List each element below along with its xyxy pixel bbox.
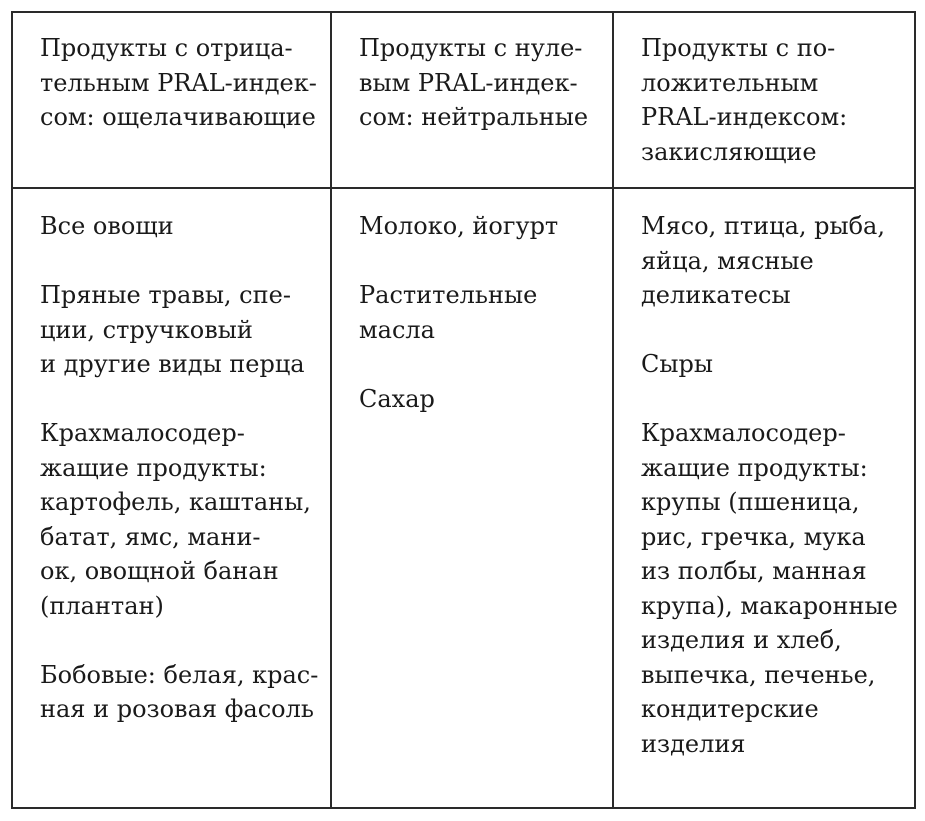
header-line: PRAL-индексом: <box>641 103 848 131</box>
food-line: и другие виды перца <box>40 350 305 378</box>
food-line: Сыры <box>641 350 713 378</box>
food-line: жащие продукты: <box>40 453 267 482</box>
header-alkalizing <box>12 12 331 188</box>
food-group <box>40 416 322 623</box>
header-line: ложительным <box>641 68 819 97</box>
food-group <box>641 209 906 313</box>
header-line: Продукты с нуле- <box>359 34 583 62</box>
food-line: ная и розовая фасоль <box>40 695 314 723</box>
food-line: батат, ямс, мани- <box>40 522 261 551</box>
food-line: выпечка, печенье, <box>641 660 876 689</box>
pral-table <box>11 11 916 809</box>
food-line: Крахмалосодер- <box>40 419 245 447</box>
food-line: деликатесы <box>641 281 791 309</box>
food-line: яйца, мясные <box>641 246 814 275</box>
food-line: крупа), макаронные <box>641 591 898 620</box>
header-line: сом: ощелачивающие <box>40 103 316 131</box>
food-line: из полбы, манная <box>641 557 867 585</box>
food-group <box>40 278 322 382</box>
food-line: (плантан) <box>40 591 164 620</box>
food-line: масла <box>359 315 435 344</box>
header-line: вым PRAL-индек- <box>359 68 578 97</box>
food-line: Бобовые: белая, крас- <box>40 660 319 689</box>
food-line: изделия и хлеб, <box>641 626 842 654</box>
acidifying-foods-cell <box>613 188 915 808</box>
header-row <box>12 12 915 188</box>
food-line: ции, стручковый <box>40 315 253 344</box>
header-line: тельным PRAL-индек- <box>40 68 317 97</box>
food-line: кондитерские <box>641 695 819 723</box>
header-line: закисляющие <box>641 137 817 166</box>
food-group <box>359 278 604 347</box>
header-line: сом: нейтральные <box>359 103 589 131</box>
food-line: картофель, каштаны, <box>40 488 311 516</box>
food-group <box>641 347 906 382</box>
food-line: рис, гречка, мука <box>641 522 866 551</box>
food-group <box>359 382 604 417</box>
food-line: Пряные травы, спе- <box>40 281 291 309</box>
food-group <box>359 209 604 244</box>
food-group <box>40 209 322 244</box>
food-line: Крахмалосодер- <box>641 419 846 447</box>
food-group <box>641 416 906 761</box>
header-line: Продукты с отрица- <box>40 34 293 62</box>
food-line: крупы (пшеница, <box>641 488 860 516</box>
header-neutral <box>331 12 613 188</box>
alkalizing-foods-cell <box>12 188 331 808</box>
food-line: изделия <box>641 729 746 758</box>
header-acidifying <box>613 12 915 188</box>
food-line: ок, овощной банан <box>40 557 279 585</box>
food-line: Сахар <box>359 384 435 413</box>
neutral-foods-cell <box>331 188 613 808</box>
food-line: Молоко, йогурт <box>359 212 559 240</box>
food-line: Мясо, птица, рыба, <box>641 212 885 240</box>
food-line: Все овощи <box>40 212 174 240</box>
body-row <box>12 188 915 808</box>
food-group <box>40 658 322 727</box>
header-line: Продукты с по- <box>641 34 836 62</box>
food-line: жащие продукты: <box>641 453 868 482</box>
food-line: Растительные <box>359 281 538 309</box>
